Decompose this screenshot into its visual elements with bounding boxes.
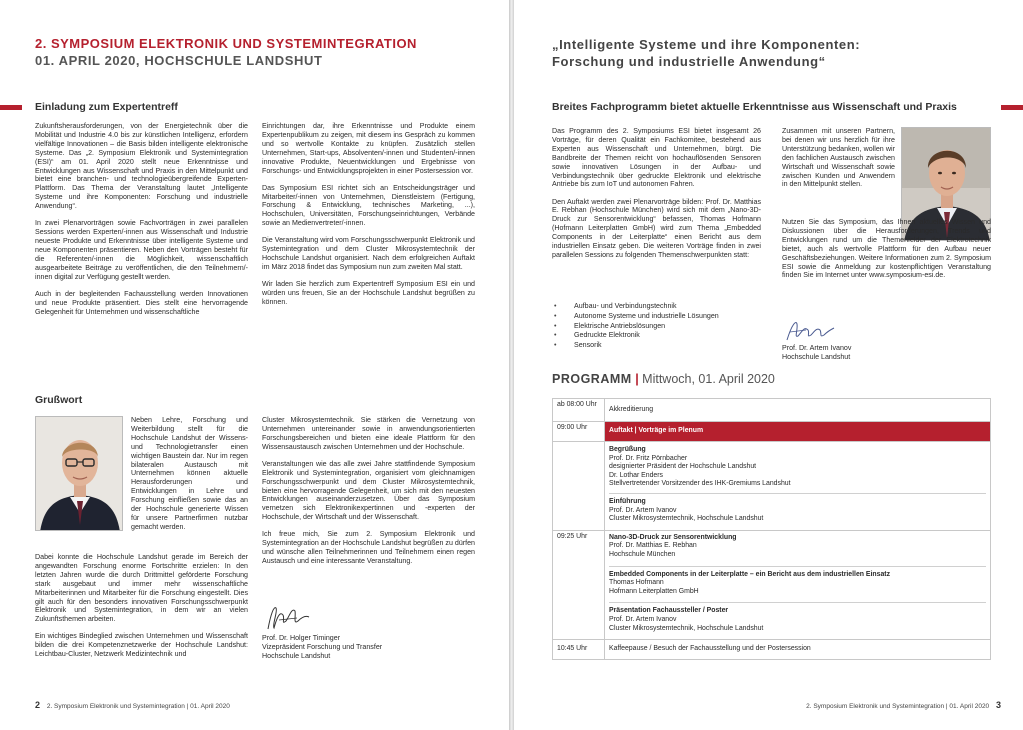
right-footer [806,700,1001,710]
programm-separator: | [635,372,639,386]
schedule-row [553,399,991,422]
invite-col1-para: Zukunftsherausforderungen, von der Energietechnik über die Mobilität und Industrie 4.0 bis zur künstlichen Intelligenz, erfordern vielfältige Innovationen – die Basis bilden intelligente elektronische Systeme. Das „2. Symposium Elektronik und Systemintegration (ESI)“ am 01. April 2020 stellt neue Erkenntnisse und Entwicklungen aus Wissenschaft und Praxis in den Mittelpunkt und bietet eine branchen- und technologieübergreifende Experten-Plattform. Das Thema der Veranstaltung lautet „Intelligente Systeme und ihre Komponenten: Forschung und industrielle Anwendung“. [35,122,248,211]
left-footer [35,700,230,710]
schedule-block-intro [609,494,986,530]
schedule-item-line: Prof. Dr. Artem Ivanov [609,506,677,514]
schedule-item-line: Hofmann Leiterplatten GmbH [609,587,699,595]
schedule-content [605,442,991,531]
right-accent-rule [1001,105,1023,110]
program-col2-bottom [782,218,991,318]
schedule-block-greeting [609,442,986,494]
schedule-item-line: Prof. Dr. Artem Ivanov [609,615,677,623]
schedule-item-line: Cluster Mikrosystemtechnik, Hochschule Landshut [609,624,764,632]
program-col2-para: Zusammen mit unseren Partnern, bei denen wir uns herzlich für ihre Unterstützung bedanken, wollen wir den fachlichen Austausch zwischen Wirtschaft und Wissenschaft sowie zwischen Kunden und Anwendern in den Mittelpunkt stellen. [782,127,895,189]
invite-column-2 [262,122,475,367]
invite-col2-para: Einrichtungen dar, ihre Erkenntnisse und Produkte einem Expertenpublikum zu zeigen, mit diesem ins Gespräch zu kommen und so wertvolle Kontakte zu knüpfen. Zusätzlich stellen Unternehmen, Start-ups, Absolventen/-innen und Studenten/-innen innovative Produkte, Neuentwicklungen und Ergebnisse von Forschungs- und Entwicklungsprojekten in einer Postersession vor. [262,122,475,175]
right-title-line1: „Intelligente Systeme und ihre Komponenten: [552,37,861,52]
right-title-line2: Forschung und industrielle Anwendung“ [552,54,826,69]
schedule-title-highlight: Auftakt | Vorträge im Plenum [605,422,991,442]
schedule-item-title: Einführung [609,497,646,505]
invite-col2-para: Die Veranstaltung wird vom Forschungsschwerpunkt Elektronik und Systemintegration und dem Cluster Mikrosystemtechnik der Hochschule Landshut organisiert. Nach dem erfolgreichen Auftakt im März 2018 findet das Symposium nun zum zweiten Mal statt. [262,236,475,272]
invite-col2-para: Wir laden Sie herzlich zum Expertentreff Symposium ESI ein und würden uns freuen, Sie an der Hochschule Landshut begrüßen zu können. [262,280,475,306]
schedule-item-line: Thomas Hofmann [609,579,664,587]
schedule-item-title: Nano-3D-Druck zur Sensorentwicklung [609,533,737,541]
left-footer-text: 2. Symposium Elektronik und Systemintegration | 01. April 2020 [46,703,230,710]
schedule-block-embedded [609,567,986,604]
schedule-item-line: Stellvertretender Vorsitzender des IHK-Gremiums Landshut [609,480,791,488]
greeting-heading: Grußwort [35,394,83,406]
schedule-time: ab 08:00 Uhr [553,399,605,422]
invite-col1-para: Auch in der begleitenden Fachausstellung werden Innovationen und neue Produkte präsentiert. Dies stellt eine hervorragende Gelegenheit für Unternehmen und wissenschaftliche [35,289,248,316]
invite-column-1 [35,122,248,367]
program-heading: Breites Fachprogramm bietet aktuelle Erkenntnisse aus Wissenschaft und Praxis [552,101,957,113]
left-title-line1: 2. SYMPOSIUM ELEKTRONIK UND SYSTEMINTEGRATION [35,36,417,51]
program-col1-para: Das Programm des 2. Symposiums ESI bietet insgesamt 26 Vorträge, für deren Qualität ein Fachkomitee, bestehend aus Experten aus Wissenschaft und Unternehmen, bürgt. Die Bandbreite der Themen reicht von hochauflösenden Sensoren sowie innovativen Lösungen in der Aufbau- und Verbindungstechnik über gedruckte Elektronik und elektrische Antriebe bis zum IoT und autonomen Fahren. [552,127,761,189]
programm-label: PROGRAMM [552,372,632,386]
schedule-table [552,398,991,660]
schedule-item-line: Prof. Dr. Matthias E. Rebhan [609,542,697,550]
topic-list-item: • Elektrische Antriebslösungen [552,322,761,332]
greeting-col2-para: Cluster Mikrosystemtechnik. Sie stärken die Vernetzung von Unternehmen untereinander sowie in anwendungsorientierten Forschungsbereichen und bieten eine ideale Plattform für den Wissensaustausch zwischen Unternehmen und der Hochschule. [262,416,475,451]
program-col1-para: Den Auftakt werden zwei Plenarvorträge bilden: Prof. Dr. Matthias E. Rebhan (Hochschule München) wird sich mit dem „Nano-3D-Druck zur Sensorentwicklung“ befassen, Thomas Hofmann (Hofmann Leiterplatten GmbH) wird zum Thema „Embedded Components in der Leiterplatte“ einen Bericht aus dem industriellen Einsatz geben. Die weiteren Vorträge finden in zwei parallelen Sessions zu folgenden Themenschwerpunkten statt: [552,197,761,259]
program-col2-top [782,127,895,212]
left-title-line2: 01. APRIL 2020, HOCHSCHULE LANDSHUT [35,53,323,68]
schedule-item-title: Begrüßung [609,446,646,453]
portrait-illustration [36,417,123,531]
left-page [0,0,509,730]
greeting-col1-para: Ein wichtiges Bindeglied zwischen Unternehmen und Wissenschaft bilden die drei Kompetenznetzwerke der Hochschule Landshut: Leichtbau-Cluster, Netzwerk Medizintechnik und [35,632,248,659]
greeting-column-2 [262,416,475,608]
schedule-item-title: Embedded Components in der Leiterplatte – ein Bericht aus dem industriellen Einsatz [609,570,891,578]
schedule-block-poster [609,603,986,639]
schedule-content [605,530,991,639]
right-title [552,36,860,70]
topic-list-item: • Sensorik [552,341,761,351]
signature-ivanov [784,318,836,344]
signer-role-timinger: Vizepräsident Forschung und Transfer [262,643,383,651]
program-column-1 [552,127,761,295]
left-page-number: 2 [35,700,41,710]
greeting-col2-para: Veranstaltungen wie das alle zwei Jahre stattfindende Symposium Elektronik und Systemintegration, organisiert vom gleichnamigen Forschungsschwerpunkt und dem Cluster Mikrosystemtechnik, bieten eine hervorragende Gelegenheit, um sich mit den neuesten Entwicklungen auseinanderzusetzen. Über das Symposium vernetzen sich Elektronikexpertinnen und -experten der Hochschule, der Wirtschaft und der Wissenschaft. [262,459,475,522]
schedule-item-line: Cluster Mikrosystemtechnik, Hochschule Landshut [609,515,764,523]
schedule-item-line: Dr. Lothar Enders [609,471,664,479]
topic-list-item: • Aufbau- und Verbindungstechnik [552,302,761,312]
topic-list [552,302,761,351]
schedule-block-nano [609,531,986,567]
greeting-col1-bottom [35,553,248,695]
left-accent-rule [0,105,22,110]
schedule-time: 10:45 Uhr [553,640,605,660]
schedule-item-line: designierter Präsident der Hochschule Landshut [609,463,757,471]
schedule-time-empty [553,442,605,531]
greeting-col1-top [131,416,248,544]
schedule-item-line: Prof. Dr. Fritz Pörnbacher [609,454,688,462]
signature-timinger [265,603,311,633]
programm-date: Mittwoch, 01. April 2020 [642,372,775,386]
signer-name-ivanov: Prof. Dr. Artem Ivanov [782,344,852,352]
portrait-photo-timinger [35,416,123,531]
invite-col1-para: In zwei Plenarvorträgen sowie Fachvorträgen in zwei parallelen Sessions werden Experten/-innen aus Wissenschaft und Industrie neueste Produkte und Erkenntnisse über intelligente Systeme und neue Komponenten präsentieren. Neben den Vorträgen besteht für die Referenten/-innen die Möglichkeit, wissenschaftlich ausgearbeitete Beiträge zu veröffentlichen, die den Teilnehmern/-innen digital zur Verfügung gestellt werden. [35,219,248,281]
schedule-time: 09:00 Uhr [553,422,605,442]
right-page [514,0,1023,730]
schedule-row [553,442,991,531]
schedule-title: Akkreditierung [605,399,991,422]
greeting-col1-para: Dabei konnte die Hochschule Landshut gerade im Bereich der angewandten Forschung enorme Fortschritte erzielen: In den letzten Jahren wurde die durch Drittmittel geförderte Forschung stark ausgebaut und immer mehr wissenschaftliche Mitarbeiterinnen und Mitarbeiter für die Forschung eingestellt. Dies gilt auch für den besonders innovativen Forschungsschwerpunkt Elektronik und Systemintegration, in dem wir an vielen Zukunftsthemen arbeiten. [35,553,248,624]
greeting-col2-para: Ich freue mich, Sie zum 2. Symposium Elektronik und Systemintegration an der Hochschule Landshut begrüßen zu dürfen und wünsche allen Teilnehmerinnen und Teilnehmern einen regen Austausch und eine interessante Veranstaltung. [262,530,475,566]
schedule-item-title: Präsentation Fachaussteller / Poster [609,607,729,615]
signer-name-timinger: Prof. Dr. Holger Timinger [262,634,341,642]
schedule-row [553,640,991,660]
signer-org-ivanov: Hochschule Landshut [782,353,851,361]
invite-col2-para: Das Symposium ESI richtet sich an Entscheidungsträger und Mitarbeiter/-innen von Unternehmen, Dienstleistern (Fertigung, Forschung & Entwicklung, technisches Marketing, ...), Hochschulen, Universitäten, Forschungseinrichtungen, Verbände sowie an Medienvertreter/-innen. [262,183,475,228]
program-col2-para: Nutzen Sie das Symposium, das Ihnen aktuelles Wissen und Diskussionen über die Herausforderungen, Trends und Entwicklungen rund um die Themenfelder der Elektrotechnik bietet, auch als wertvolle Plattform für den Aufbau neuer Geschäftsbeziehungen. Weitere Informationen zum 2. Symposium ESI sowie die Anmeldung zur kostenpflichtigen Veranstaltung finden Sie im Internet unter www.symposium-esi.de. [782,218,991,280]
greeting-col1-top-para: Neben Lehre, Forschung und Weiterbildung stellt für die Hochschule Landshut der Wissens- und Technologietransfer einen wichtigen Baustein dar. Nur im regen bilateralen Austausch mit Unternehmen können aktuelle Herausforderungen und Entwicklungen in Lehre und Forschung einfließen sowie das an der Hochschule generierte Wissen für unsere Partnerfirmen nutzbar gemacht werden. [131,416,248,531]
programm-heading [552,372,775,386]
topic-list-item: • Autonome Systeme und industrielle Lösungen [552,312,761,322]
schedule-row [553,530,991,639]
schedule-title: Kaffeepause / Besuch der Fachausstellung und der Postersession [605,640,991,660]
schedule-time: 09:25 Uhr [553,530,605,639]
right-footer-text: 2. Symposium Elektronik und Systemintegration | 01. April 2020 [806,703,990,710]
signer-org-timinger: Hochschule Landshut [262,652,331,660]
schedule-row [553,422,991,442]
schedule-item-line: Hochschule München [609,550,676,558]
topic-list-item: • Gedruckte Elektronik [552,331,761,341]
right-page-number: 3 [995,700,1001,710]
invite-heading: Einladung zum Expertentreff [35,101,178,113]
